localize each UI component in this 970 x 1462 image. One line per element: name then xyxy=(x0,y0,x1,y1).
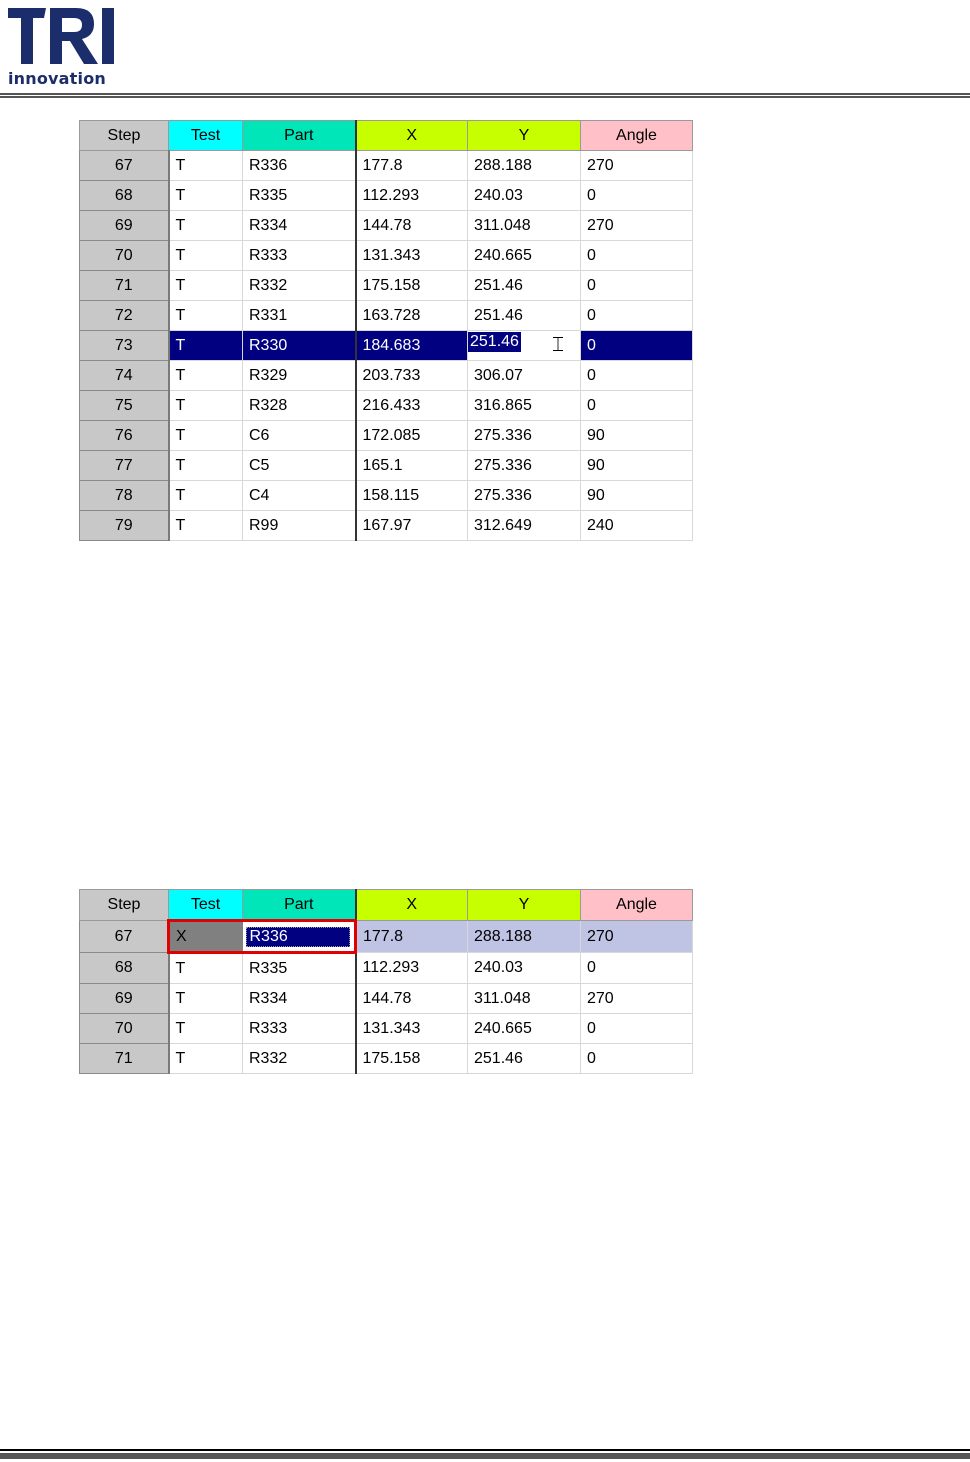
test-cell[interactable]: T xyxy=(169,953,243,984)
y-cell-editing[interactable] xyxy=(468,331,581,361)
column-header-x[interactable]: X xyxy=(356,890,468,921)
test-cell[interactable]: T xyxy=(169,181,243,211)
x-cell[interactable]: 175.158 xyxy=(356,271,468,301)
step-cell[interactable]: 71 xyxy=(80,271,169,301)
table-row[interactable] xyxy=(80,953,693,984)
y-cell[interactable]: 275.336 xyxy=(468,451,581,481)
table-row[interactable] xyxy=(80,1044,693,1074)
angle-cell[interactable]: 270 xyxy=(581,984,693,1014)
table-row-selected[interactable] xyxy=(80,921,693,953)
part-cell[interactable]: R331 xyxy=(243,301,356,331)
x-cell[interactable]: 112.293 xyxy=(356,953,468,984)
x-cell[interactable]: 184.683 xyxy=(356,331,468,361)
part-edit-input[interactable]: R336 xyxy=(246,927,350,947)
column-header-angle[interactable]: Angle xyxy=(581,890,693,921)
part-cell[interactable]: R332 xyxy=(243,271,356,301)
test-cell[interactable]: T xyxy=(169,421,243,451)
angle-cell[interactable]: 0 xyxy=(581,1044,693,1074)
x-cell[interactable]: 167.97 xyxy=(356,511,468,541)
part-cell[interactable]: R332 xyxy=(243,1044,356,1074)
test-cell-skipped[interactable]: X xyxy=(169,921,243,953)
angle-cell[interactable]: 270 xyxy=(581,151,693,181)
step-cell[interactable]: 78 xyxy=(80,481,169,511)
step-cell[interactable]: 69 xyxy=(80,984,169,1014)
test-cell[interactable]: T xyxy=(169,984,243,1014)
y-cell[interactable]: 275.336 xyxy=(468,481,581,511)
x-cell[interactable]: 175.158 xyxy=(356,1044,468,1074)
y-cell[interactable]: 251.46 xyxy=(468,271,581,301)
angle-cell[interactable]: 0 xyxy=(581,331,693,361)
part-cell[interactable]: R334 xyxy=(243,211,356,241)
table-row[interactable] xyxy=(80,241,693,271)
column-header-part[interactable]: Part xyxy=(243,890,356,921)
part-cell[interactable]: R328 xyxy=(243,391,356,421)
test-cell[interactable]: T xyxy=(169,1044,243,1074)
table-row[interactable] xyxy=(80,181,693,211)
test-cell[interactable]: T xyxy=(169,331,243,361)
column-header-angle[interactable]: Angle xyxy=(581,121,693,151)
step-cell[interactable]: 74 xyxy=(80,361,169,391)
angle-cell[interactable]: 0 xyxy=(581,1014,693,1044)
test-cell[interactable]: T xyxy=(169,211,243,241)
x-cell[interactable]: 177.8 xyxy=(356,151,468,181)
column-header-step[interactable]: Step xyxy=(80,890,169,921)
part-cell[interactable]: R329 xyxy=(243,361,356,391)
step-cell[interactable]: 67 xyxy=(80,921,169,953)
test-cell[interactable]: T xyxy=(169,451,243,481)
step-cell[interactable]: 70 xyxy=(80,241,169,271)
test-cell[interactable]: T xyxy=(169,391,243,421)
x-cell[interactable]: 144.78 xyxy=(356,211,468,241)
part-cell[interactable]: R335 xyxy=(243,953,356,984)
y-cell[interactable]: 316.865 xyxy=(468,391,581,421)
table-row[interactable] xyxy=(80,984,693,1014)
x-cell[interactable]: 165.1 xyxy=(356,451,468,481)
angle-cell[interactable]: 0 xyxy=(581,301,693,331)
column-header-test[interactable]: Test xyxy=(169,890,243,921)
angle-cell[interactable]: 0 xyxy=(581,271,693,301)
y-cell[interactable]: 240.03 xyxy=(468,953,581,984)
x-cell[interactable]: 158.115 xyxy=(356,481,468,511)
x-cell[interactable]: 172.085 xyxy=(356,421,468,451)
y-cell[interactable]: 312.649 xyxy=(468,511,581,541)
angle-cell[interactable]: 270 xyxy=(581,921,693,953)
step-cell[interactable]: 79 xyxy=(80,511,169,541)
y-cell[interactable]: 240.03 xyxy=(468,181,581,211)
y-cell[interactable]: 306.07 xyxy=(468,361,581,391)
test-cell[interactable]: T xyxy=(169,481,243,511)
test-cell[interactable]: T xyxy=(169,361,243,391)
step-cell[interactable]: 76 xyxy=(80,421,169,451)
grid-header-row xyxy=(80,890,693,921)
y-cell[interactable]: 240.665 xyxy=(468,241,581,271)
header-divider xyxy=(0,93,970,95)
step-cell[interactable]: 71 xyxy=(80,1044,169,1074)
header-divider-shadow xyxy=(0,96,970,98)
logo-wordmark: innovation xyxy=(8,69,106,88)
column-header-x[interactable]: X xyxy=(356,121,468,151)
angle-cell[interactable]: 0 xyxy=(581,241,693,271)
table-row[interactable] xyxy=(80,361,693,391)
company-logo xyxy=(6,4,118,88)
part-cell[interactable]: R336 xyxy=(243,151,356,181)
part-cell[interactable]: C6 xyxy=(243,421,356,451)
angle-cell[interactable]: 0 xyxy=(581,953,693,984)
footer-divider xyxy=(0,1449,970,1451)
table-row[interactable] xyxy=(80,211,693,241)
table-row[interactable] xyxy=(80,391,693,421)
y-cell[interactable]: 311.048 xyxy=(468,211,581,241)
column-header-y[interactable]: Y xyxy=(468,121,581,151)
test-cell[interactable]: T xyxy=(169,511,243,541)
part-cell[interactable]: R333 xyxy=(243,241,356,271)
x-cell[interactable]: 112.293 xyxy=(356,181,468,211)
part-cell[interactable]: R334 xyxy=(243,984,356,1014)
table-row[interactable] xyxy=(80,1014,693,1044)
part-cell[interactable]: C4 xyxy=(243,481,356,511)
test-cell[interactable]: T xyxy=(169,271,243,301)
y-cell[interactable]: 275.336 xyxy=(468,421,581,451)
column-header-test[interactable]: Test xyxy=(169,121,243,151)
table-row[interactable] xyxy=(80,271,693,301)
x-cell[interactable]: 216.433 xyxy=(356,391,468,421)
table-row[interactable] xyxy=(80,481,693,511)
y-cell[interactable]: 240.665 xyxy=(468,1014,581,1044)
table-row[interactable] xyxy=(80,301,693,331)
table-row[interactable] xyxy=(80,421,693,451)
step-grid-editing[interactable] xyxy=(79,120,693,541)
step-cell[interactable]: 68 xyxy=(80,953,169,984)
step-cell[interactable]: 73 xyxy=(80,331,169,361)
y-cell[interactable]: 311.048 xyxy=(468,984,581,1014)
step-cell[interactable]: 68 xyxy=(80,181,169,211)
angle-cell[interactable]: 0 xyxy=(581,391,693,421)
step-cell[interactable]: 75 xyxy=(80,391,169,421)
test-cell[interactable]: T xyxy=(169,1014,243,1044)
x-cell[interactable]: 131.343 xyxy=(356,241,468,271)
angle-cell[interactable]: 90 xyxy=(581,481,693,511)
test-cell[interactable]: T xyxy=(169,301,243,331)
angle-cell[interactable]: 90 xyxy=(581,451,693,481)
test-cell[interactable]: T xyxy=(169,151,243,181)
tri-logo-icon xyxy=(6,4,118,66)
part-cell[interactable]: R335 xyxy=(243,181,356,211)
y-edit-input[interactable]: 251.46 xyxy=(470,332,519,350)
table-row[interactable] xyxy=(80,451,693,481)
step-cell[interactable]: 69 xyxy=(80,211,169,241)
part-cell[interactable]: R333 xyxy=(243,1014,356,1044)
y-cell[interactable]: 251.46 xyxy=(468,1044,581,1074)
column-header-step[interactable]: Step xyxy=(80,121,169,151)
part-cell[interactable]: C5 xyxy=(243,451,356,481)
step-cell[interactable]: 77 xyxy=(80,451,169,481)
test-cell[interactable]: T xyxy=(169,241,243,271)
step-grid-skipped[interactable] xyxy=(79,889,693,1074)
x-cell[interactable]: 177.8 xyxy=(356,921,468,953)
angle-cell[interactable]: 240 xyxy=(581,511,693,541)
column-header-part[interactable]: Part xyxy=(243,121,356,151)
table-row-selected[interactable] xyxy=(80,331,693,361)
angle-cell[interactable]: 0 xyxy=(581,361,693,391)
step-cell[interactable]: 67 xyxy=(80,151,169,181)
x-cell[interactable]: 163.728 xyxy=(356,301,468,331)
x-cell[interactable]: 131.343 xyxy=(356,1014,468,1044)
text-cursor-icon: ⌶ xyxy=(552,334,564,356)
x-cell[interactable]: 203.733 xyxy=(356,361,468,391)
step-cell[interactable]: 72 xyxy=(80,301,169,331)
part-cell-focused[interactable] xyxy=(243,921,356,953)
x-cell[interactable]: 144.78 xyxy=(356,984,468,1014)
table-row[interactable] xyxy=(80,151,693,181)
y-cell[interactable]: 288.188 xyxy=(468,921,581,953)
table-row[interactable] xyxy=(80,511,693,541)
footer-bar xyxy=(0,1453,970,1459)
step-cell[interactable]: 70 xyxy=(80,1014,169,1044)
angle-cell[interactable]: 270 xyxy=(581,211,693,241)
angle-cell[interactable]: 0 xyxy=(581,181,693,211)
grid-header-row xyxy=(80,121,693,151)
column-header-y[interactable]: Y xyxy=(468,890,581,921)
y-cell[interactable]: 251.46 xyxy=(468,301,581,331)
part-cell[interactable]: R99 xyxy=(243,511,356,541)
angle-cell[interactable]: 90 xyxy=(581,421,693,451)
part-cell[interactable]: R330 xyxy=(243,331,356,361)
y-cell[interactable]: 288.188 xyxy=(468,151,581,181)
